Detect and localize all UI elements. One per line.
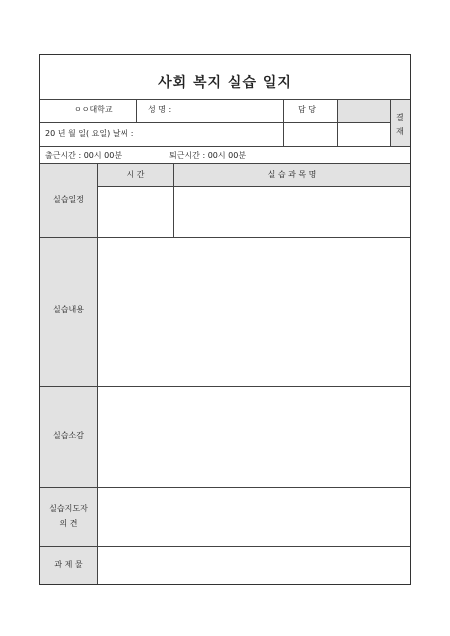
manager-signature-box[interactable] bbox=[284, 123, 337, 146]
subject-input[interactable] bbox=[174, 187, 410, 237]
approval-cell bbox=[390, 100, 410, 146]
approval-label-2: 재 bbox=[396, 127, 404, 136]
manager-header-cell bbox=[338, 100, 390, 122]
date-weather-field[interactable]: 20 년 월 일( 요일) 날씨 : bbox=[45, 129, 134, 138]
content-label: 실습내용 bbox=[53, 305, 84, 314]
divider bbox=[40, 146, 410, 147]
assignment-input[interactable] bbox=[98, 547, 410, 584]
impression-input[interactable] bbox=[98, 387, 410, 487]
time-header: 시 간 bbox=[126, 170, 145, 179]
manager-label: 담 당 bbox=[298, 105, 316, 114]
divider bbox=[136, 99, 137, 122]
practice-log-form bbox=[39, 54, 411, 585]
schedule-label: 실습일정 bbox=[53, 195, 84, 204]
check-in-time[interactable]: 출근시간 : 00시 00분 bbox=[45, 151, 123, 160]
subject-header: 실 습 과 목 명 bbox=[267, 170, 317, 179]
impression-label: 실습소감 bbox=[53, 431, 84, 440]
supervisor-label-1: 실습지도자 bbox=[49, 504, 88, 513]
school-name: ㅇㅇ대학교 bbox=[74, 105, 113, 114]
form-title: 사회 복지 실습 일지 bbox=[158, 75, 292, 91]
time-input[interactable] bbox=[98, 187, 173, 237]
divider bbox=[390, 99, 391, 146]
assignment-label: 과 제 물 bbox=[54, 560, 83, 569]
content-input[interactable] bbox=[98, 238, 410, 386]
approver-signature-box[interactable] bbox=[338, 123, 390, 146]
check-out-time[interactable]: 퇴근시간 : 00시 00분 bbox=[169, 151, 247, 160]
supervisor-label-2: 의 견 bbox=[59, 519, 78, 528]
student-name-field[interactable]: 성 명 : bbox=[148, 105, 172, 114]
approval-label-1: 결 bbox=[396, 113, 404, 122]
label-column bbox=[40, 164, 97, 547]
supervisor-opinion-input[interactable] bbox=[98, 488, 410, 546]
